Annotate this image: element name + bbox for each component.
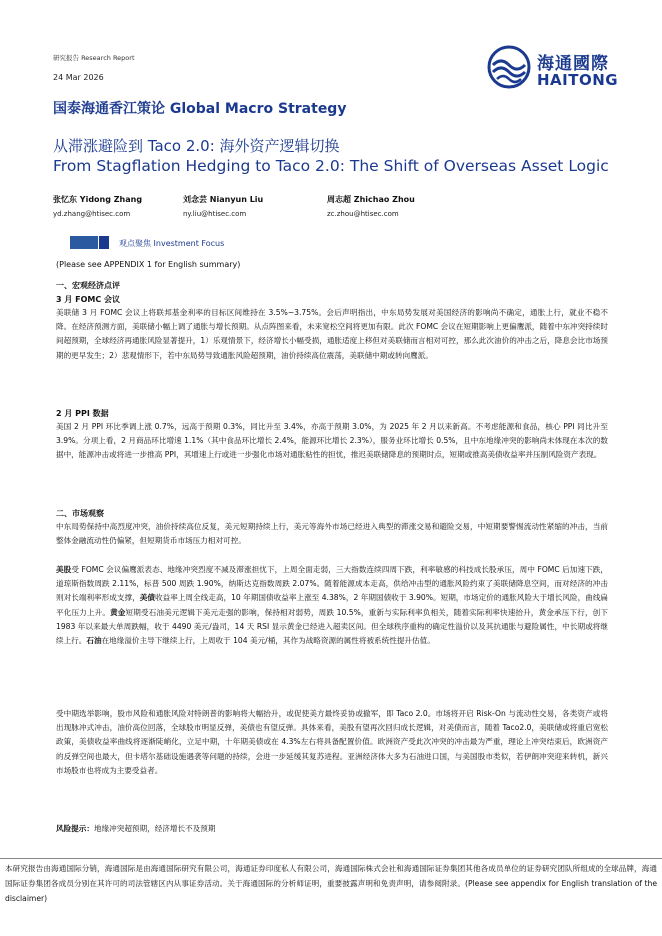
logo-text-en: HAITONG — [537, 71, 619, 89]
risk-text: 地缘冲突超预期，经济增长不及预期 — [93, 824, 216, 833]
ppi-subtitle: 2 月 PPI 数据 — [56, 409, 109, 418]
author-name: 张忆东 Yidong Zhang — [53, 195, 143, 204]
ust-label: 美债 — [139, 593, 155, 603]
appendix-note: (Please see APPENDIX 1 for English summary) — [56, 260, 241, 269]
us-equity-label: 美股 — [56, 565, 72, 574]
footer-divider — [0, 858, 662, 859]
macro-section-title: 一、宏观经济点评 — [56, 281, 120, 290]
author-name: 周志超 Zhichao Zhou — [327, 195, 415, 204]
page-title-cn: 从滞涨避险到 Taco 2.0: 海外资产逻辑切换 — [53, 137, 340, 155]
logo-text-cn: 海通國際 — [537, 54, 609, 74]
oil-text: 在地缘溢价主导下继续上行，上周收于 104 美元/桶，其作为战略资源的属性将被系统性提升估值。 — [101, 636, 435, 646]
focus-bar — [70, 236, 98, 249]
oil-label: 石油 — [86, 636, 102, 646]
us-equity-text: 受 FOMC 会议偏鹰派表态、地缘冲突烈度不减及滞涨担忧下，上周全面走弱，三大指数连续四周下跌，利率敏感的科技成长股承压，周中 FOMC 后加速下跌，道琼斯指数周跌 2.11%，标普 500 周跌 1.90%，纳斯达克指数周跌 2.07%。随着能源成本走高，供给冲击型的通胀风险约束了美联储降息空间，而对经济的冲击则对长端利率形成支撑， — [56, 565, 609, 603]
ppi-paragraph: 美国 2 月 PPI 环比季调上涨 0.7%，远高于预期 0.3%，同比升至 3.4%，亦高于预期 3.0%，为 2025 年 2 月以来新高。不考虑能源和食品，核心 PPI 同比升至 3.9%。分项上看，2 月商品环比增速 1.1%（其中食品环比增长 2.4%，能源环比增长 2.3%），服务业环比增长 0.5%，且中东地缘冲突的影响尚未体现在本次的数据中，能源冲击或将进一步推高 PPI，其增速上行或进一步强化市场对通胀粘性的担忧，推迟美联储降息的预期时点，短期或推高美债收益率并压制风险资产表现。 — [56, 422, 608, 460]
fomc-subtitle: 3 月 FOMC 会议 — [56, 295, 121, 304]
outlook-paragraph: 受中期选举影响，股市风险和通胀风险对特朗普的影响将大幅抬升，或促使美方最终妥协或撤军，即 Taco 2.0。市场将开启 Risk-On 与流动性交易，各类资产或将出现脉冲式冲击，油价高位回落，全球股市明显反弹，美债也有望反弹。具体来看，美股有望再次回归成长逻辑，对美债而言，随着 Taco2.0，美联储或将重启宽松政策，美债收益率曲线将逐渐陡峭化，立足中期，十年期美债或在 4.3%左右将具备配置价值。欧洲资产受此次冲突的冲击最为严重，理论上冲突结束后，欧洲资产的反弹空间也最大，但卡塔尔基础设施遇袭等问题的持续，会进一步延缓其复苏进程。亚洲经济体大多为石油进口国，与美国股市类似，若伊朗冲突迎来转机，新兴市场股市也将成为主要受益者。 — [56, 709, 608, 775]
investment-focus-heading: 观点聚焦 Investment Focus — [119, 239, 225, 248]
haitong-logo-icon — [487, 45, 531, 89]
report-type-label: 研究报告 Research Report — [53, 54, 135, 62]
assets-paragraph — [56, 563, 608, 648]
author-name: 刘念芸 Nianyun Liu — [183, 195, 264, 204]
author-email[interactable]: yd.zhang@htisec.com — [53, 210, 131, 218]
haitong-logo — [487, 45, 647, 90]
ust-text: 收益率上周全线走高，10 年期国债收益率上涨至 4.38%，2 年期国债收于 3.90%。短期，市场定价的通胀风险大于增长风险，曲线扁平化压力上升。 — [56, 593, 609, 617]
risk-paragraph — [56, 822, 608, 836]
gold-text: 短期受石油美元逻辑下美元走强的影响，保持相对弱势，周跌 10.5%，重新与实际利率负相关，随着实际利率快速抬升，黄金承压下行，创下 1983 年以来最大单周跌幅，收于 4490 美元/盎司，14 天 RSI 显示黄金已经进入超卖区间。但全球秩序重构的确定性溢价以及其抗通胀与避险属性，中长期或将继续上行。 — [56, 607, 609, 646]
report-date: 24 Mar 2026 — [53, 73, 104, 82]
market-paragraph: 中东局势保持中高烈度冲突，油价持续高位反复，美元短期持续上行，美元等海外市场已经进入典型的滞涨交易和避险交易，中短期要警惕流动性紧缩的冲击，当前整体金融流动性仍偏紧，但短期货币市场压力相对可控。 — [56, 522, 608, 546]
page-title-en: From Stagflation Hedging to Taco 2.0: The Shift of Overseas Asset Logic — [53, 157, 609, 175]
market-section-title: 二、市场观察 — [56, 509, 104, 518]
author-email[interactable]: zc.zhou@htisec.com — [327, 210, 399, 218]
series-title: 国泰海通香江策论 Global Macro Strategy — [53, 101, 347, 117]
author-email[interactable]: ny.liu@htisec.com — [183, 210, 247, 218]
focus-marker — [99, 236, 109, 249]
gold-label: 黄金 — [110, 607, 126, 617]
fomc-paragraph: 美联储 3 月 FOMC 会议上将联邦基金利率的目标区间维持在 3.5%~3.75%。会后声明指出，中东局势发展对美国经济的影响尚不确定，通胀上行，就业不稳不降。在经济预测方面，美联储小幅上调了通胀与增长预期。从点阵图来看，未来宽松空间将更加有限。此次 FOMC 会议在短期影响上更偏鹰派，随着中东冲突持续时间超预期，全球经济再通胀风险显著提升，1）乐观情景下，经济增长小幅受损，通胀适度上移但对美联储而言相对可控，那么此次油价的冲击之后，降息会比市场预期的更早发生；2）悲观情形下，若中东局势导致通胀风险超预期，油价持续高位震荡，美联储中期或转向鹰派。 — [56, 308, 608, 360]
risk-label: 风险提示： — [56, 824, 94, 833]
disclaimer-footer: 本研究报告由海通国际分销，海通国际是由海通国际研究有限公司，海通证券印度私人有限公司，海通国际株式会社和海通国际证券集团其他各成员单位的证券研究团队所组成的全球品牌，海通国际证券集团各成员分别在其许可的司法管辖区内从事证券活动。关于海通国际的分析师证明，重要披露声明和免责声明，请参阅附录。(Please see appendix for English translation of the disclaimer) — [5, 864, 657, 903]
